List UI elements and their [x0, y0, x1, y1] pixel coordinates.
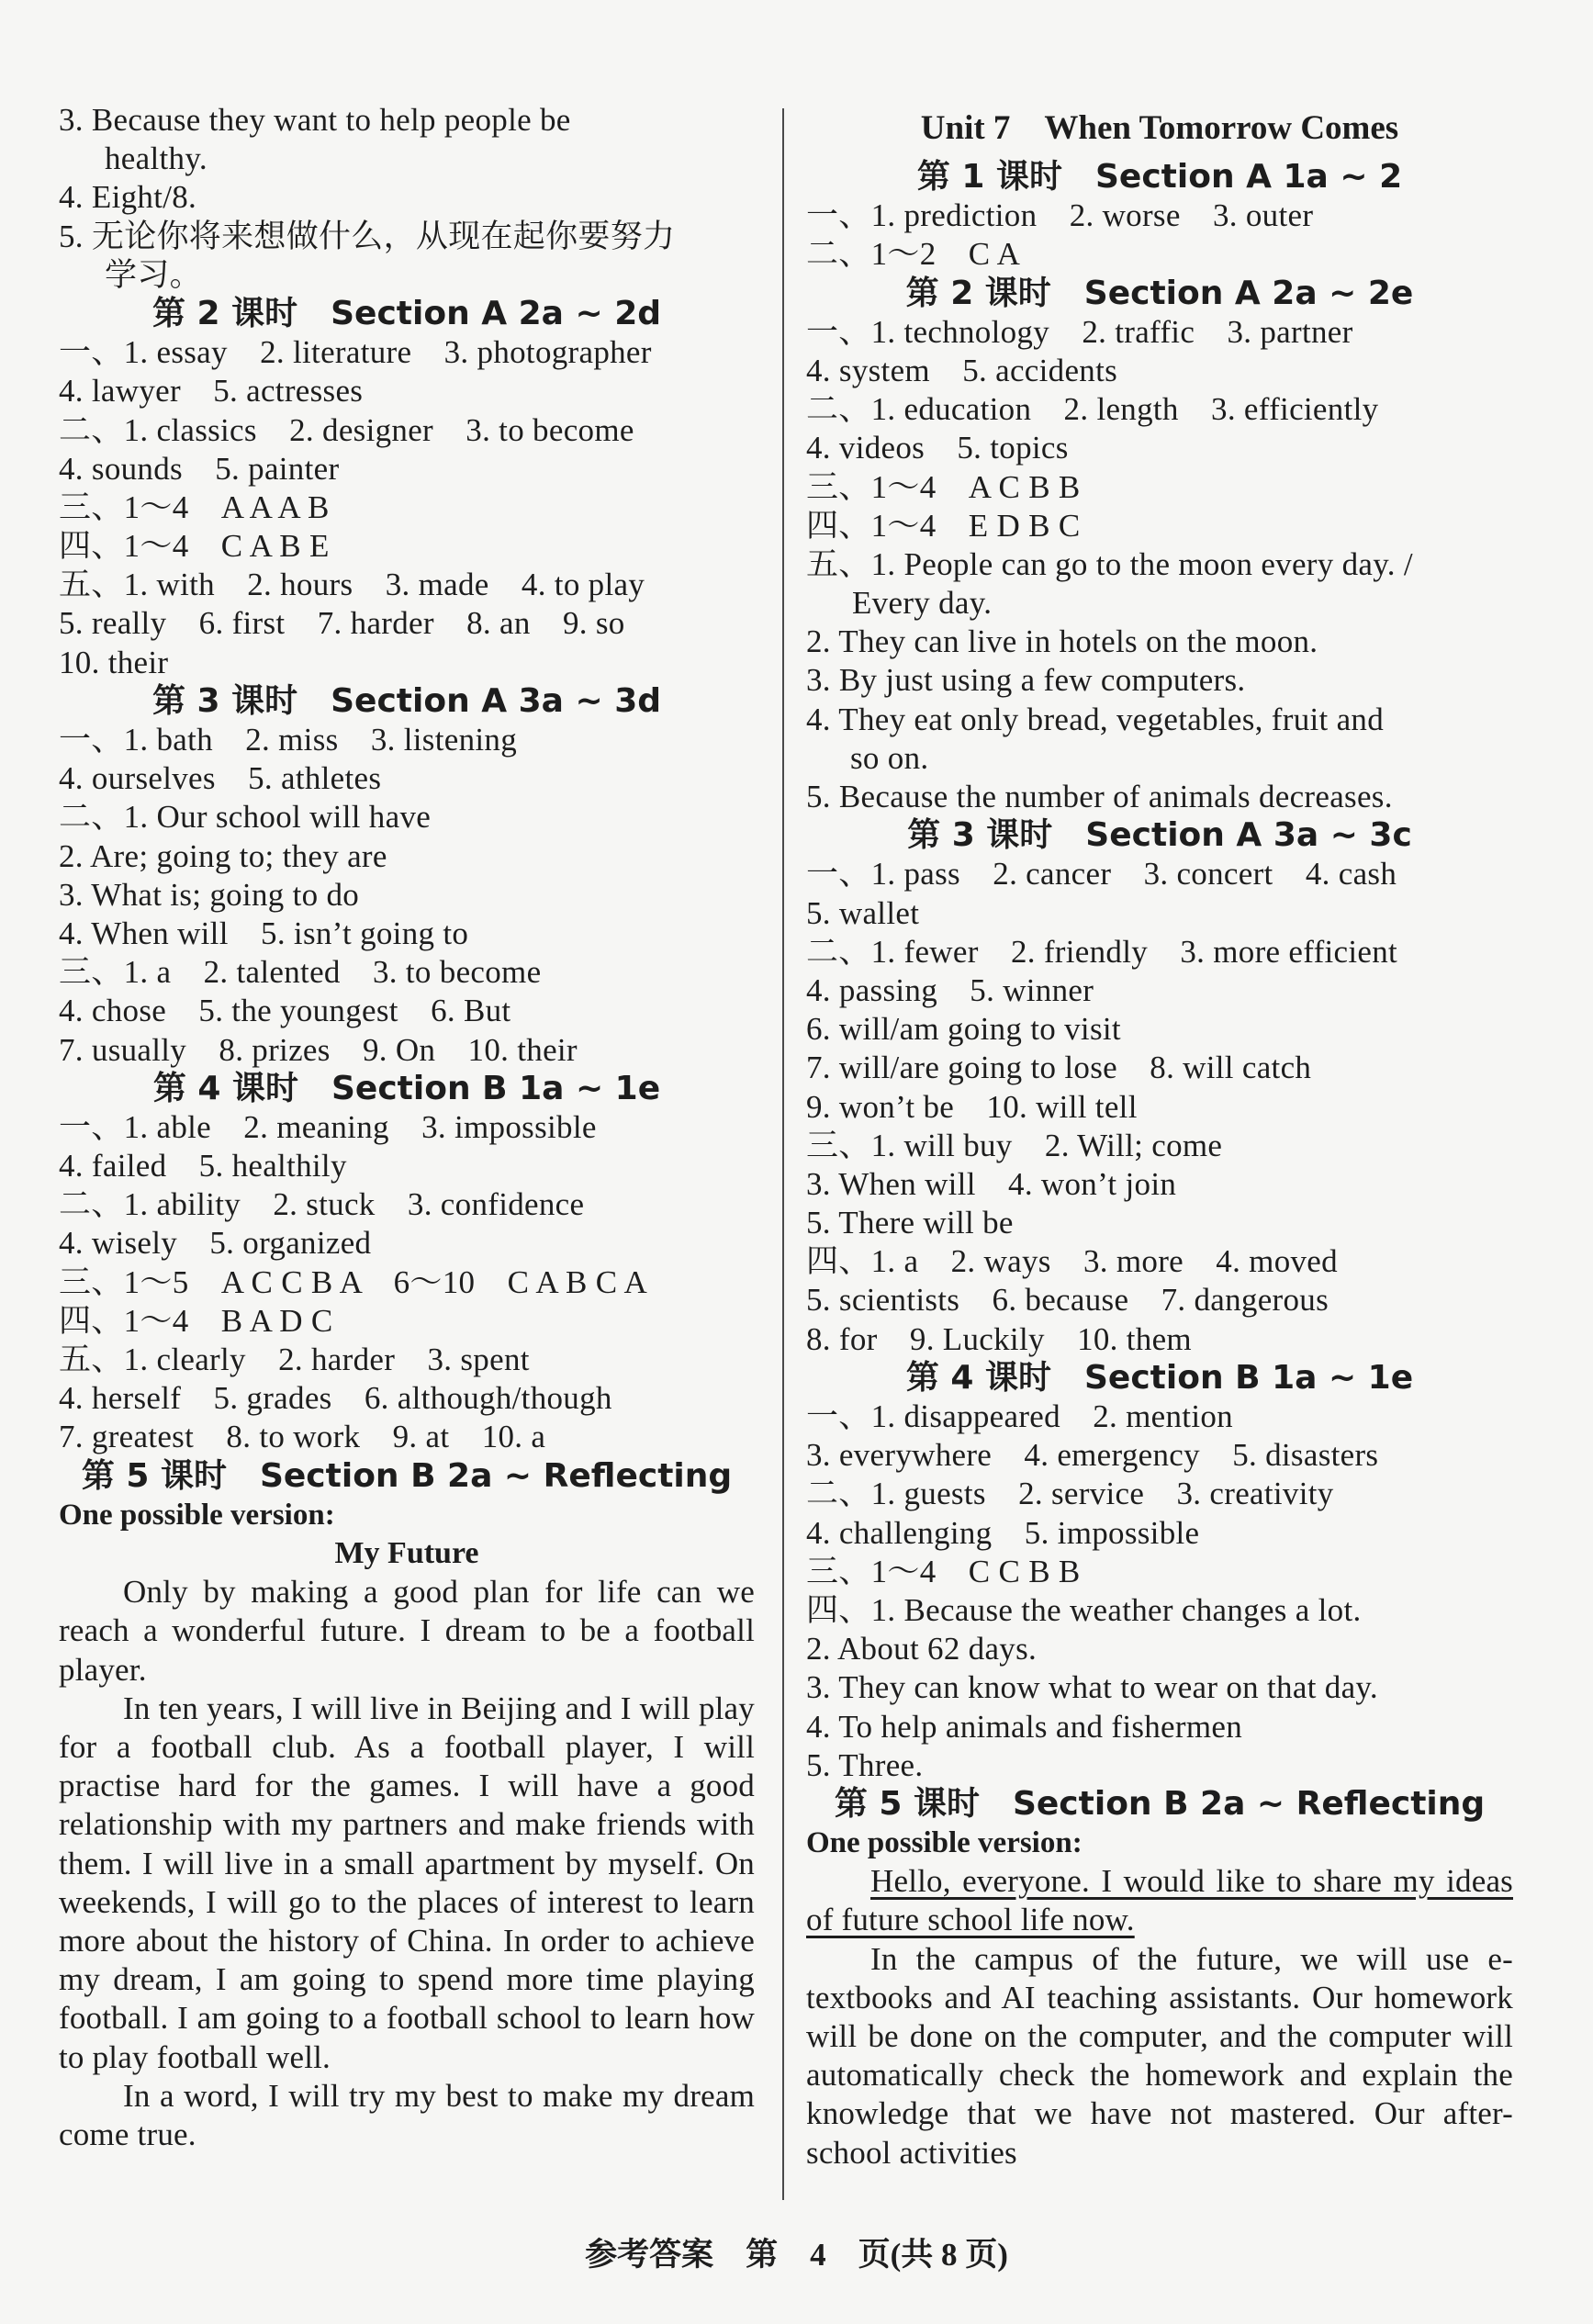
- answer-line: 4. system 5. accidents: [806, 352, 1118, 388]
- answer-line: 4. failed 5. healthily: [59, 1148, 347, 1184]
- essay-paragraph: Only by making a good plan for life can we reach a wonderful future. I dream to be a football player.: [59, 1574, 755, 1688]
- answer-line: 4. herself 5. grades 6. although/though: [59, 1380, 612, 1417]
- answer-line: 4. To help animals and fishermen: [806, 1708, 1243, 1745]
- answer-line: 三、1～4 C C B B: [806, 1553, 1081, 1589]
- answer-line: 5. Because the number of animals decreases.: [806, 779, 1393, 814]
- answer-line: 一、1. able 2. meaning 3. impossible: [59, 1108, 597, 1145]
- answer-line: 三、1～4 A A A B: [59, 488, 330, 525]
- essay-opening: [806, 1862, 1513, 1939]
- answer-line: 5. scientists 6. because 7. dangerous: [806, 1282, 1329, 1319]
- answer-line: 四、1. Because the weather changes a lot.: [806, 1591, 1362, 1628]
- answer-line: 7. usually 8. prizes 9. On 10. their: [59, 1031, 578, 1068]
- answer-line: 五、1. with 2. hours 3. made 4. to play: [59, 567, 645, 603]
- answer-line: 9. won’t be 10. will tell: [806, 1088, 1138, 1125]
- essay-paragraph: In the campus of the future, we will use e-textbooks and AI teaching assistants. Our homework will be done on the computer, and the computer will automatically check the homework and explain the knowledge that we have not mastered. Our after-school activities: [806, 1940, 1513, 2171]
- answer-line: 5. 无论你将来想做什么，从现在起你要努力: [59, 218, 676, 254]
- answer-line: 五、1. clearly 2. harder 3. spent: [59, 1342, 530, 1377]
- answer-line: 5. wallet: [806, 894, 920, 931]
- answer-line: 4. challenging 5. impossible: [806, 1514, 1200, 1551]
- answer-line: 2. Are; going to; they are: [59, 837, 387, 874]
- version-label: One possible version:: [806, 1826, 1083, 1860]
- answer-line: 四、1～4 C A B E: [59, 528, 330, 565]
- answer-line: 一、1. bath 2. miss 3. listening: [59, 722, 517, 758]
- answer-line: 4. Eight/8.: [59, 179, 197, 216]
- column-divider: [782, 108, 784, 2200]
- answer-line: 学习。: [105, 256, 202, 293]
- answer-line: 4. They eat only bread, vegetables, fruit and: [806, 701, 1385, 737]
- essay-paragraph: In a word, I will try my best to make my dream come true.: [59, 2077, 755, 2152]
- answer-line: 四、1～4 B A D C: [59, 1302, 333, 1339]
- section-heading: 第 3 课时 Section A 3a ~ 3c: [907, 816, 1412, 855]
- answer-line: 4. lawyer 5. actresses: [59, 373, 364, 410]
- answer-line: 8. for 9. Luckily 10. them: [806, 1320, 1192, 1357]
- answer-line: 10. their: [59, 644, 169, 680]
- section-heading: 第 4 课时 Section B 1a ~ 1e: [905, 1358, 1414, 1397]
- left-column: [59, 101, 755, 2154]
- answer-line: 3. By just using a few computers.: [806, 662, 1246, 699]
- answer-line: 四、1. a 2. ways 3. more 4. moved: [806, 1243, 1338, 1280]
- section-heading: 第 5 课时 Section B 2a ~ Reflecting: [834, 1784, 1486, 1823]
- answer-line: 一、1. pass 2. cancer 3. concert 4. cash: [806, 856, 1397, 893]
- answer-line: 5. really 6. first 7. harder 8. an 9. so: [59, 605, 625, 642]
- answer-line: 2. About 62 days.: [806, 1631, 1038, 1667]
- answer-line: 二、1. fewer 2. friendly 3. more efficient: [806, 933, 1398, 970]
- essay-title: My Future: [334, 1535, 479, 1570]
- answer-line: 一、1. prediction 2. worse 3. outer: [806, 197, 1314, 234]
- answer-line: 6. will/am going to visit: [806, 1011, 1121, 1048]
- unit-title: Unit 7 When Tomorrow Comes: [920, 109, 1399, 147]
- answer-line: 三、1～4 A C B B: [806, 468, 1081, 505]
- answer-line: 三、1. will buy 2. Will; come: [806, 1127, 1223, 1163]
- answer-line: 4. wisely 5. organized: [59, 1225, 372, 1262]
- answer-line: 5. There will be: [806, 1205, 1014, 1241]
- answer-line: 5. Three.: [806, 1746, 924, 1783]
- essay-paragraph: In ten years, I will live in Beijing and I will play for a football club. As a football player, I will practise hard for the games. I will have a good relationship with my partners and make friends with them. I will live in a small apartment by myself. On weekends, I will go to the places of interest to learn more about the history of China. In order to achieve my dream, I am going to spend more time playing football. I am going to a football school to learn how to play football well.: [59, 1690, 755, 2075]
- answer-line: 二、1. guests 2. service 3. creativity: [806, 1476, 1334, 1512]
- answer-line: 三、1. a 2. talented 3. to become: [59, 954, 542, 991]
- answer-line: healthy.: [105, 140, 208, 177]
- section-heading: 第 5 课时 Section B 2a ~ Reflecting: [81, 1456, 733, 1495]
- answer-line: 二、1. education 2. length 3. efficiently: [806, 391, 1379, 428]
- section-heading: 第 2 课时 Section A 2a ~ 2d: [151, 294, 662, 332]
- answer-line: 3. When will 4. won’t join: [806, 1165, 1177, 1202]
- answer-line: 4. videos 5. topics: [806, 430, 1069, 466]
- answer-line: Every day.: [852, 585, 993, 622]
- answer-line: 三、1～5 A C C B A 6～10 C A B C A: [59, 1263, 648, 1300]
- answer-line: 二、1. Our school will have: [59, 799, 432, 836]
- section-heading: 第 1 课时 Section A 1a ~ 2: [916, 158, 1403, 196]
- section-heading: 第 2 课时 Section A 2a ~ 2e: [905, 274, 1414, 312]
- answer-line: 3. What is; going to do: [59, 876, 360, 913]
- answer-line: 一、1. technology 2. traffic 3. partner: [806, 313, 1353, 350]
- answer-line: 7. greatest 8. to work 9. at 10. a: [59, 1419, 546, 1455]
- essay-opening-text: Hello, everyone. I would like to share my ideas of future school life now.: [806, 1863, 1513, 1938]
- version-label: One possible version:: [59, 1498, 335, 1532]
- answer-line: 五、1. People can go to the moon every day. /: [806, 545, 1413, 582]
- right-column: [806, 101, 1513, 2172]
- answer-line: 2. They can live in hotels on the moon.: [806, 623, 1318, 660]
- answer-line: 二、1. classics 2. designer 3. to become: [59, 411, 634, 448]
- answer-line: 4. chose 5. the youngest 6. But: [59, 993, 511, 1029]
- answer-line: 4. ourselves 5. athletes: [59, 760, 382, 797]
- answer-line: 3. They can know what to wear on that day.: [806, 1669, 1378, 1706]
- answer-line: 4. sounds 5. painter: [59, 450, 340, 487]
- answer-line: 一、1. essay 2. literature 3. photographer: [59, 334, 652, 371]
- answer-line: 四、1～4 E D B C: [806, 507, 1081, 544]
- answer-line: 3. Because they want to help people be: [59, 102, 571, 138]
- section-heading: 第 4 课时 Section B 1a ~ 1e: [152, 1069, 661, 1107]
- section-heading: 第 3 课时 Section A 3a ~ 3d: [151, 681, 662, 720]
- answer-line: 二、1～2 C A: [806, 236, 1021, 273]
- answer-line: 3. everywhere 4. emergency 5. disasters: [806, 1437, 1379, 1474]
- answer-line: so on.: [850, 739, 929, 776]
- answer-line: 二、1. ability 2. stuck 3. confidence: [59, 1186, 585, 1223]
- page-footer: 参考答案 第 4 页(共 8 页): [585, 2237, 1008, 2273]
- answer-line: 4. When will 5. isn’t going to: [59, 915, 469, 951]
- answer-line: 7. will/are going to lose 8. will catch: [806, 1050, 1312, 1086]
- answer-line: 4. passing 5. winner: [806, 971, 1094, 1008]
- answer-line: 一、1. disappeared 2. mention: [806, 1398, 1233, 1434]
